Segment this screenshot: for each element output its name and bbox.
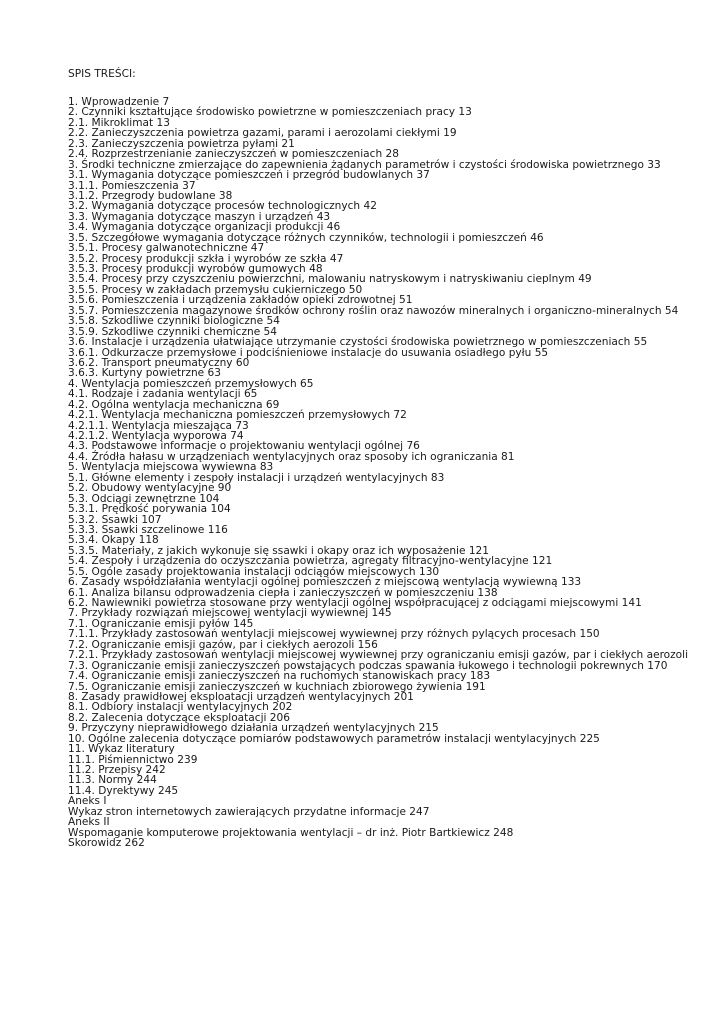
toc-entry: 8.2. Zalecenia dotyczące eksploatacji 206 bbox=[68, 711, 290, 724]
toc-entry: 5.4. Zespoły i urządzenia do oczyszczania powietrza, agregaty filtracyjno-wentylacyjne 121 bbox=[68, 555, 553, 568]
toc-entry: 7.5. Ograniczanie emisji zanieczyszczeń w kuchniach zbiorowego żywienia 191 bbox=[68, 680, 486, 693]
toc-entry: 10. Ogólne zalecenia dotyczące pomiarów podstawowych parametrów instalacji wentylacyjnych 225 bbox=[68, 732, 600, 745]
toc-entry: 3.5.3. Procesy produkcji wyrobów gumowych 48 bbox=[68, 263, 323, 275]
toc-entry: 11.1. Piśmiennictwo 239 bbox=[68, 753, 198, 766]
toc-entry: 2.1. Mikroklimat 13 bbox=[68, 116, 170, 129]
toc-entry: 11.3. Normy 244 bbox=[68, 774, 157, 787]
toc-entry: 3.5.9. Szkodliwe czynniki chemiczne 54 bbox=[68, 325, 278, 338]
toc-entry: 5.2. Obudowy wentylacyjne 90 bbox=[68, 482, 232, 495]
toc-entry: 5. Wentylacja miejscowa wywiewna 83 bbox=[68, 461, 274, 474]
toc-entry: 2.4. Rozprzestrzenianie zanieczyszczeń w pomieszczeniach 28 bbox=[68, 148, 399, 161]
toc-entry: 8.1. Odbiory instalacji wentylacyjnych 202 bbox=[68, 701, 293, 714]
toc-entry: 3.5.8. Szkodliwe czynniki biologiczne 54 bbox=[68, 315, 280, 328]
toc-entry: 7.2. Ograniczanie emisji gazów, par i ciekłych aerozoli 156 bbox=[68, 638, 378, 651]
toc-entry: 3.5.6. Pomieszczenia i urządzenia zakładów opieki zdrowotnej 51 bbox=[68, 294, 413, 307]
toc-entry: 5.3. Odciągi zewnętrzne 104 bbox=[68, 492, 220, 505]
toc-entry: 4.2.1. Wentylacja mechaniczna pomieszczeń przemysłowych 72 bbox=[68, 409, 407, 422]
toc-entry: 4.3. Podstawowe informacje o projektowaniu wentylacji ogólnej 76 bbox=[68, 440, 420, 453]
toc-entry: 2.3. Zanieczyszczenia powietrza pyłami 21 bbox=[68, 137, 295, 150]
toc-entry: 4. Wentylacja pomieszczeń przemysłowych 65 bbox=[68, 377, 314, 390]
toc-entry: 5.3.1. Prędkość porywania 104 bbox=[68, 503, 231, 516]
toc-entry: Skorowidz 262 bbox=[68, 837, 145, 850]
toc-entry: 4.2.1.1. Wentylacja mieszająca 73 bbox=[68, 419, 249, 432]
toc-entry: 7.3. Ograniczanie emisji zanieczyszczeń powstających podczas spawania łukowego i technologii pokrewnych 170 bbox=[68, 659, 668, 672]
toc-entry: 3.5.4. Procesy przy czyszczeniu powierzchni, malowaniu natryskowym i natryskiwaniu cieplnym 49 bbox=[68, 273, 592, 286]
toc-entry: Wspomaganie komputerowe projektowania wentylacji – dr inż. Piotr Bartkiewicz 248 bbox=[68, 826, 514, 839]
toc-entry: 5.3.3. Ssawki szczelinowe 116 bbox=[68, 523, 228, 536]
toc-entry: 7.2.1. Przykłady zastosowań wentylacji miejscowej wywiewnej przy ograniczaniu emisji gazów, par i ciekłych aerozoli bbox=[68, 649, 689, 662]
toc-entry: 11.4. Dyrektywy 245 bbox=[68, 784, 179, 797]
toc-entry: 5.3.5. Materiały, z jakich wykonuje się ssawki i okapy oraz ich wyposażenie 121 bbox=[68, 544, 489, 557]
toc-entry: 3.1.2. Przegrody budowlane 38 bbox=[68, 189, 233, 202]
toc-entry: 4.1. Rodzaje i zadania wentylacji 65 bbox=[68, 388, 258, 401]
toc-entry: 2.2. Zanieczyszczenia powietrza gazami, parami i aerozolami ciekłymi 19 bbox=[68, 127, 457, 140]
toc-entry: 6. Zasady współdziałania wentylacji ogólnej pomieszczeń z miejscową wentylacją wywiewną 133 bbox=[68, 576, 582, 589]
toc-entry: 3.2. Wymagania dotyczące procesów technologicznych 42 bbox=[68, 200, 377, 213]
toc-entry: 3.4. Wymagania dotyczące organizacji produkcji 46 bbox=[68, 221, 341, 234]
toc-list bbox=[68, 97, 724, 849]
toc-entry: 5.1. Główne elementy i zespoły instalacji i urządzeń wentylacyjnych 83 bbox=[68, 471, 445, 484]
toc-title: SPIS TREŚCI: bbox=[68, 68, 136, 80]
toc-entry: Aneks II bbox=[68, 816, 110, 829]
toc-entry: 7.4. Ograniczanie emisji zanieczyszczeń na ruchomych stanowiskach pracy 183 bbox=[68, 670, 491, 683]
toc-entry: 2. Czynniki kształtujące środowisko powietrzne w pomieszczeniach pracy 13 bbox=[68, 106, 472, 119]
toc-entry: 3.1.1. Pomieszczenia 37 bbox=[68, 179, 196, 192]
toc-entry: 5.3.4. Okapy 118 bbox=[68, 534, 159, 547]
toc-entry: 1. Wprowadzenie 7 bbox=[68, 96, 170, 108]
toc-entry: 8. Zasady prawidłowej eksploatacji urządzeń wentylacyjnych 201 bbox=[68, 690, 414, 703]
toc-entry: 4.4. Źródła hałasu w urządzeniach wentylacyjnych oraz sposoby ich ograniczania 81 bbox=[68, 450, 515, 463]
toc-entry: 3.5.5. Procesy w zakładach przemysłu cukierniczego 50 bbox=[68, 283, 363, 296]
toc-entry: 3. Środki techniczne zmierzające do zapewnienia żądanych parametrów i czystości środowiska powietrznego 33 bbox=[68, 158, 661, 171]
toc-entry: 3.6. Instalacje i urządzenia ułatwiające utrzymanie czystości środowiska powietrznego w pomieszczeniach 55 bbox=[68, 336, 648, 349]
toc-entry: 11. Wykaz literatury bbox=[68, 743, 175, 756]
toc-entry: 9. Przyczyny nieprawidłowego działania urządzeń wentylacyjnych 215 bbox=[68, 722, 439, 735]
toc-entry: Aneks I bbox=[68, 795, 107, 808]
toc-entry: 11.2. Przepisy 242 bbox=[68, 764, 166, 776]
toc-entry: 3.6.2. Transport pneumatyczny 60 bbox=[68, 356, 250, 369]
toc-entry: 7. Przykłady rozwiązań miejscowej wentylacji wywiewnej 145 bbox=[68, 607, 392, 620]
toc-entry: 5.5. Ogóle zasady projektowania instalacji odciągów miejscowych 130 bbox=[68, 565, 440, 578]
toc-entry: 3.6.3. Kurtyny powietrzne 63 bbox=[68, 367, 221, 380]
toc-entry: 7.1.1. Przykłady zastosowań wentylacji miejscowej wywiewnej przy różnych pylących procesach 150 bbox=[68, 628, 600, 641]
toc-entry: 3.6.1. Odkurzacze przemysłowe i podciśnieniowe instalacje do usuwania osiadłego pyłu 55 bbox=[68, 346, 549, 359]
toc-entry: 3.5.7. Pomieszczenia magazynowe środków ochrony roślin oraz nawozów mineralnych i organiczno-mineralnych 54 bbox=[68, 304, 679, 317]
toc-entry: 3.3. Wymagania dotyczące maszyn i urządzeń 43 bbox=[68, 210, 331, 223]
toc-entry: 3.5.2. Procesy produkcji szkła i wyrobów ze szkła 47 bbox=[68, 252, 344, 265]
toc-entry: 6.1. Analiza bilansu odprowadzenia ciepła i zanieczyszczeń w pomieszczeniu 138 bbox=[68, 586, 498, 599]
toc-entry: 4.2. Ogólna wentylacja mechaniczna 69 bbox=[68, 398, 280, 411]
toc-entry: 4.2.1.2. Wentylacja wyporowa 74 bbox=[68, 430, 244, 442]
toc-entry: 5.3.2. Ssawki 107 bbox=[68, 513, 162, 526]
toc-entry: 3.5. Szczegółowe wymagania dotyczące różnych czynników, technologii i pomieszczeń 46 bbox=[68, 231, 544, 244]
toc-entry: Wykaz stron internetowych zawierających przydatne informacje 247 bbox=[68, 805, 430, 818]
toc-entry: 7.1. Ograniczanie emisji pyłów 145 bbox=[68, 617, 254, 630]
toc-entry: 3.5.1. Procesy galwanotechniczne 47 bbox=[68, 242, 265, 255]
toc-entry: 3.1. Wymagania dotyczące pomieszczeń i przegród budowlanych 37 bbox=[68, 169, 430, 182]
toc-entry: 6.2. Nawiewniki powietrza stosowane przy wentylacji ogólnej współpracującej z odciągami miejscowymi 141 bbox=[68, 597, 642, 609]
